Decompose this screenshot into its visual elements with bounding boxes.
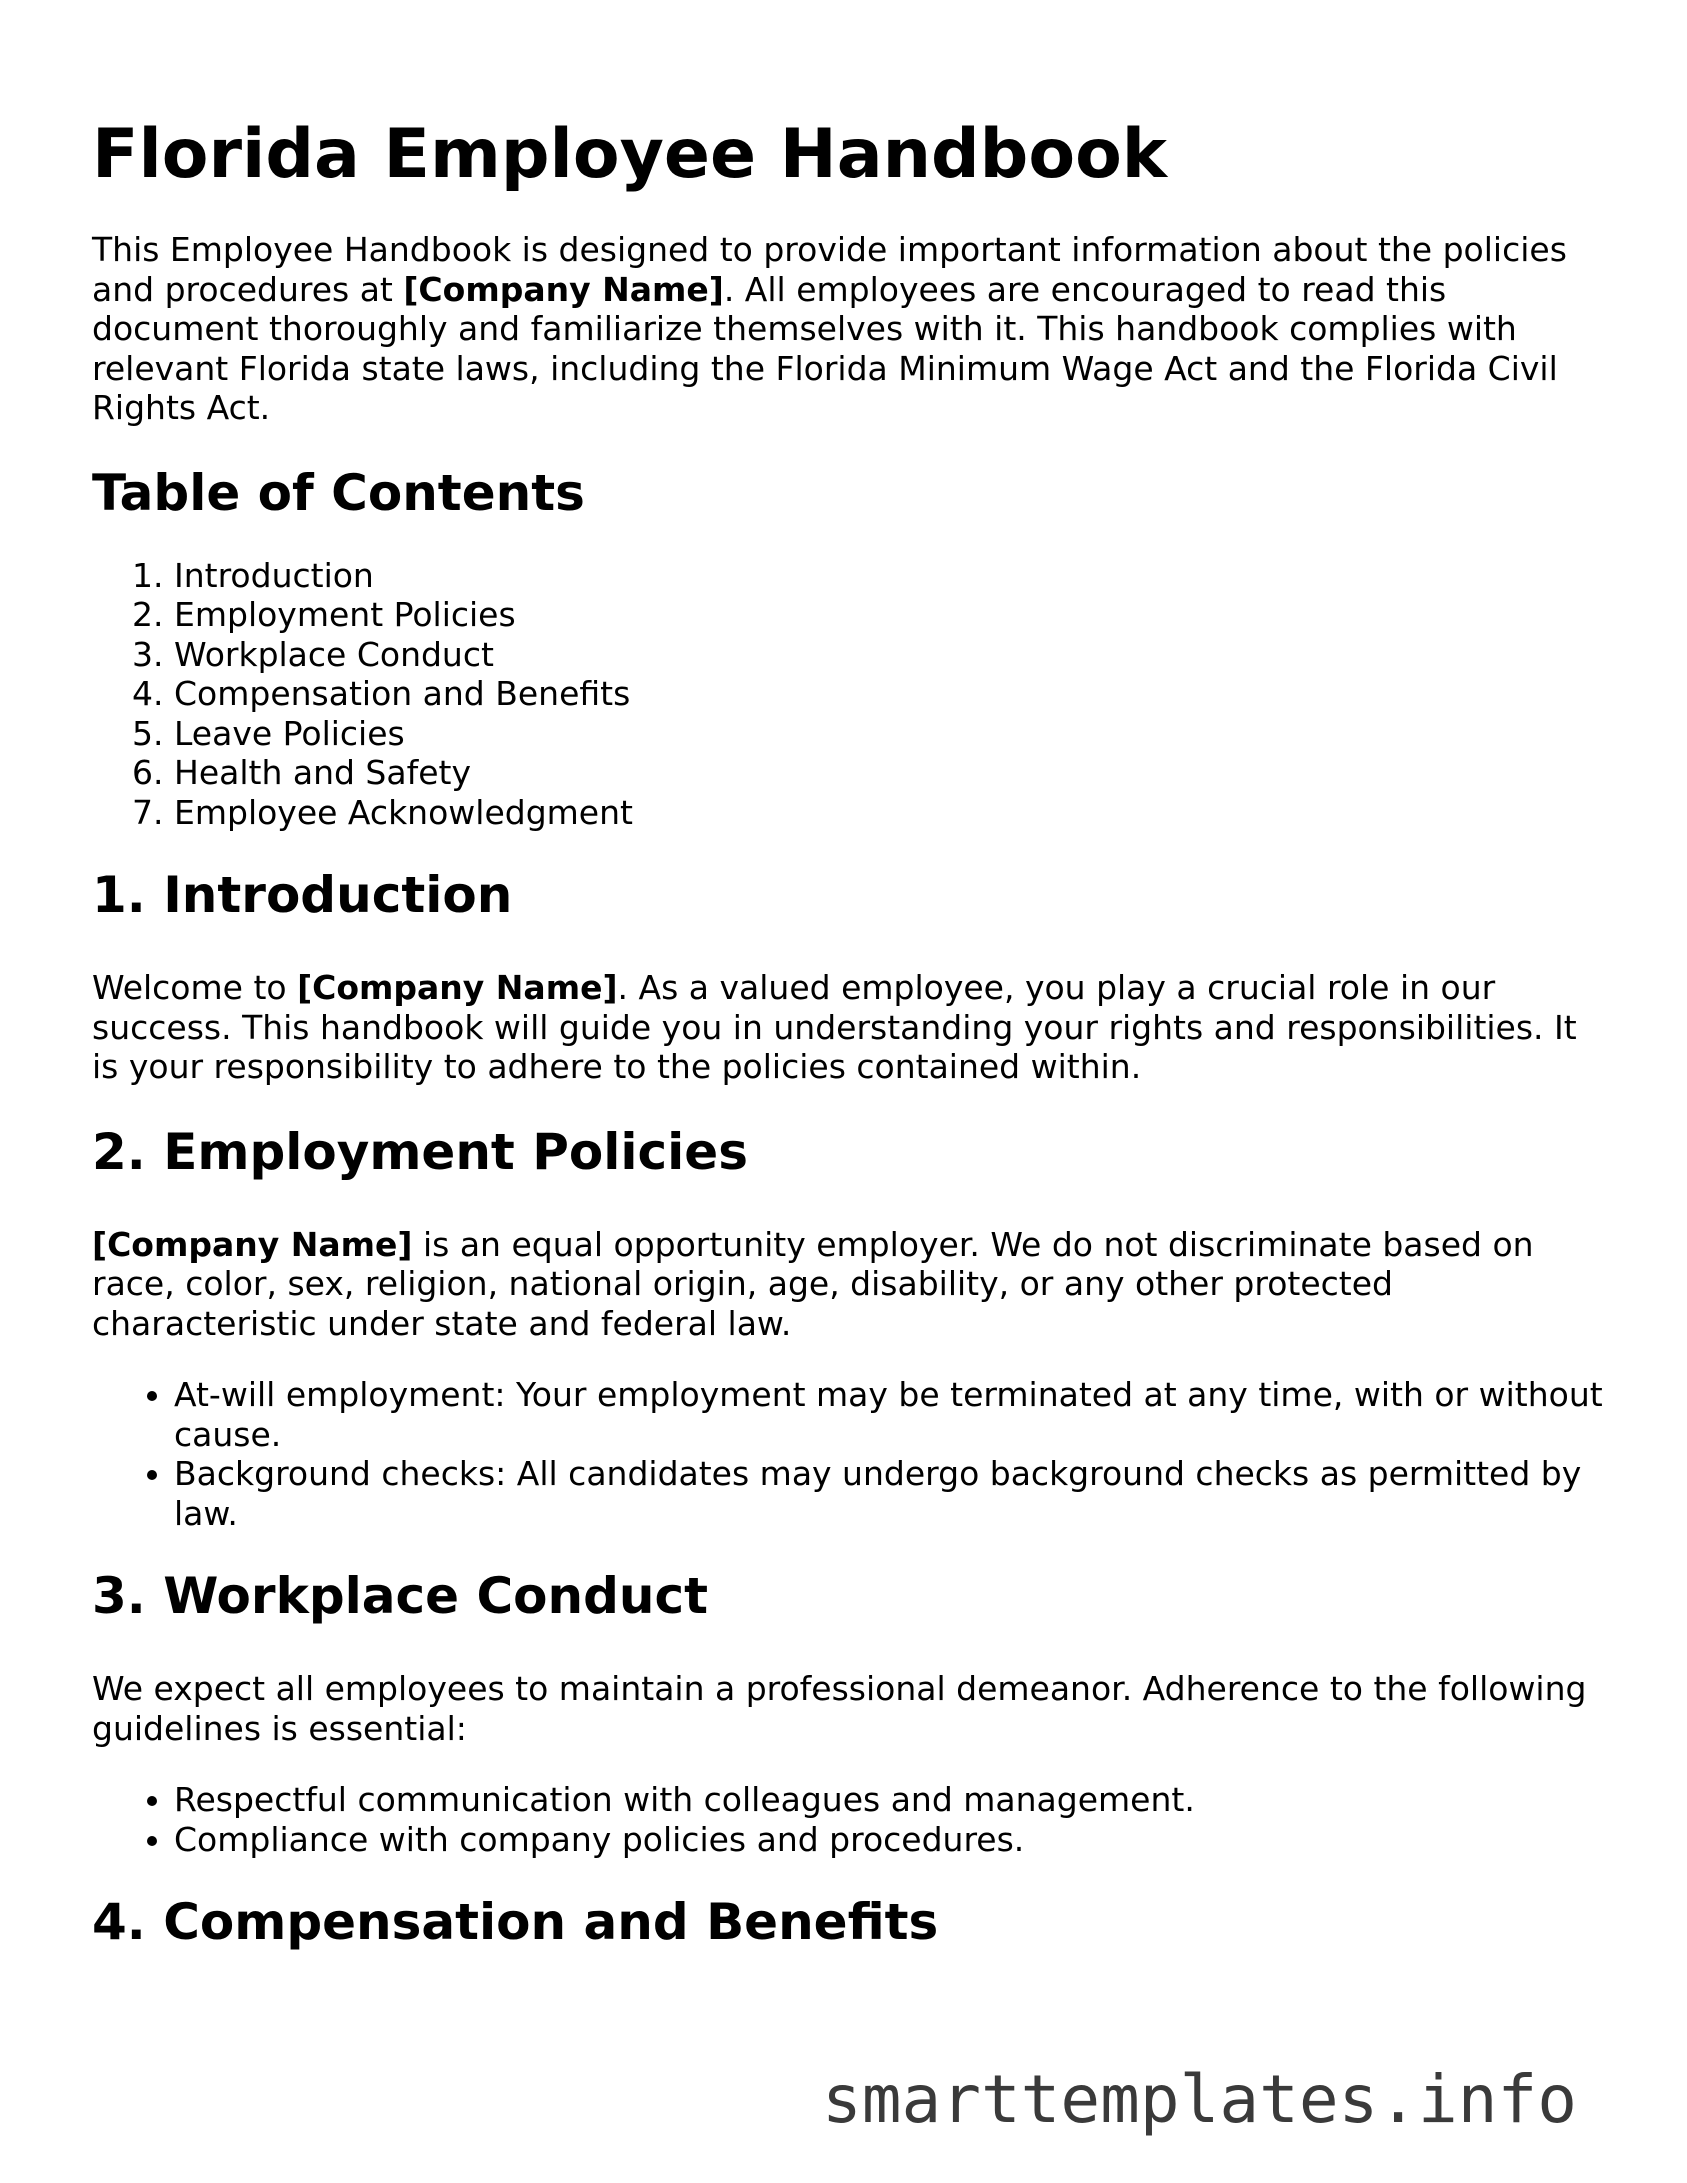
- employment-heading: 2. Employment Policies: [92, 1122, 748, 1181]
- introduction-heading: 1. Introduction: [92, 866, 513, 924]
- watermark: smarttemplates.info: [822, 2061, 1577, 2138]
- toc-item: 6. Health and Safety: [174, 753, 1612, 793]
- list-item: • At-will employment: Your employment may be terminated at any time, with or without cause.: [174, 1375, 1612, 1454]
- company-name-placeholder: [Company Name]: [297, 968, 618, 1007]
- toc-item: 2. Employment Policies: [174, 595, 1612, 635]
- document-page: [92, 110, 1612, 1995]
- intro-text-before: This Employee Handbook is designed to provide important information about the policies and procedures at: [92, 230, 1567, 309]
- employment-bullets: [92, 1375, 1612, 1533]
- conduct-bullets: [92, 1780, 1612, 1859]
- list-item: • Background checks: All candidates may undergo background checks as permitted by law.: [174, 1454, 1612, 1533]
- introduction-paragraph: [92, 968, 1612, 1087]
- toc-item: 7. Employee Acknowledgment: [174, 793, 1612, 833]
- employment-text: is an equal opportunity employer. We do not discriminate based on race, color, sex, religion, national origin, age, disability, or any other protected characteristic under state and federal law.: [92, 1224, 1534, 1343]
- introduction-text-before: Welcome to: [92, 968, 298, 1007]
- list-item: • Compliance with company policies and procedures.: [174, 1820, 1612, 1860]
- toc-heading: Table of Contents: [92, 463, 585, 522]
- toc-item: 3. Workplace Conduct: [174, 635, 1612, 675]
- toc-item: 4. Compensation and Benefits: [174, 674, 1612, 714]
- conduct-paragraph: We expect all employees to maintain a professional demeanor. Adherence to the following guidelines is essential:: [92, 1669, 1587, 1748]
- employment-paragraph: [92, 1225, 1612, 1344]
- introduction-text-after: . As a valued employee, you play a crucial role in our success. This handbook will guide you in understanding your rights and responsibilities. It is your responsibility to adhere to the policies contained within.: [92, 968, 1577, 1086]
- document-title: Florida Employee Handbook: [92, 115, 1168, 194]
- toc-list: [92, 556, 1612, 833]
- compensation-heading: 4. Compensation and Benefits: [92, 1893, 939, 1951]
- company-name-placeholder: [Company Name]: [403, 269, 724, 309]
- intro-text-after: . All employees are encouraged to read this document thoroughly and familiarize themselves with it. This handbook complies with relevant Florida state laws, including the Florida Minimum Wage Act and the Florida Civil Rights Act.: [92, 269, 1558, 427]
- toc-item: 5. Leave Policies: [174, 714, 1612, 754]
- list-item: • Respectful communication with colleagues and management.: [174, 1780, 1612, 1820]
- conduct-heading: 3. Workplace Conduct: [92, 1567, 709, 1625]
- intro-paragraph: [92, 230, 1612, 428]
- company-name-placeholder: [Company Name]: [92, 1224, 413, 1264]
- toc-item: 1. Introduction: [174, 556, 1612, 596]
